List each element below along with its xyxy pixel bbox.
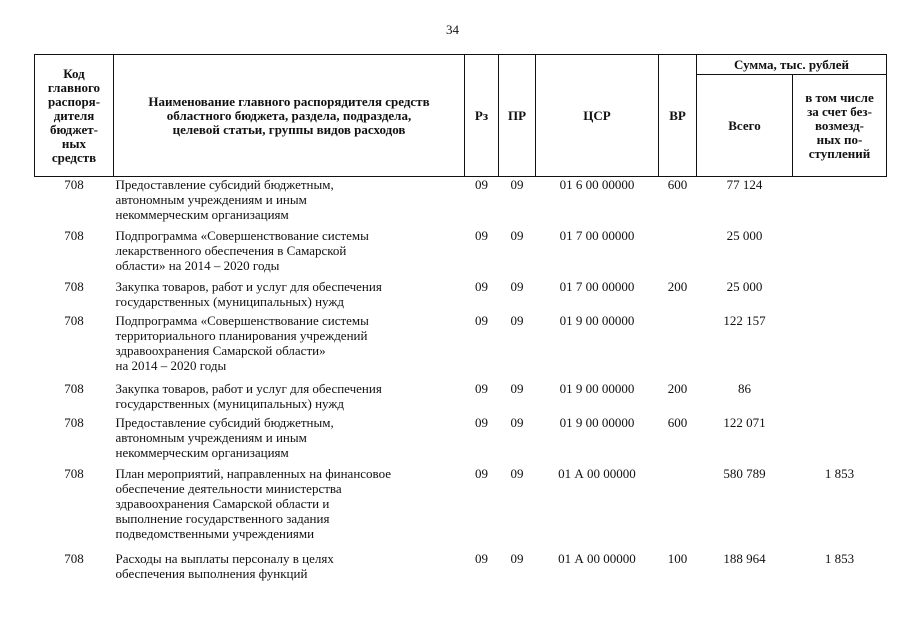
header-grant: в том числе за счет без- возмезд- ных по- ступлений — [793, 75, 887, 177]
row-rz: 09 — [475, 465, 488, 481]
row-total: 77 124 — [726, 177, 763, 192]
row-name: Подпрограмма «Совершенствование системы территориального планирования учреждений здравоохранения Самарской области» на 2014 – 2020 годы — [115, 312, 369, 373]
row-pr: 09 — [510, 550, 524, 566]
table-row — [35, 381, 887, 415]
row-rz: 09 — [475, 177, 488, 192]
row-csr: 01 7 00 00000 — [559, 227, 635, 243]
row-csr: 01 9 00 00000 — [559, 312, 635, 328]
header-sum-group: Сумма, тыс. рублей — [697, 55, 887, 75]
row-vr: 600 — [667, 414, 688, 430]
row-csr: 01 9 00 00000 — [559, 380, 635, 396]
budget-table — [34, 54, 887, 585]
row-csr: 01 А 00 00000 — [558, 465, 636, 481]
row-pr: 09 — [510, 465, 524, 481]
table-row — [35, 177, 887, 228]
header-total: Всего — [697, 75, 793, 177]
row-rz: 09 — [475, 278, 488, 294]
row-total: 86 — [738, 380, 751, 396]
row-total: 188 964 — [723, 550, 766, 566]
row-name: План мероприятий, направленных на финансовое обеспечение деятельности министерства здравоохранения Самарской области и выполнение государственного задания подведомственными учреждениями — [115, 465, 392, 541]
row-name: Подпрограмма «Совершенствование системы лекарственного обеспечения в Самарской области» на 2014 – 2020 годы — [115, 227, 369, 273]
row-vr: 200 — [667, 380, 688, 396]
table-row — [35, 228, 887, 279]
row-total: 580 789 — [723, 465, 766, 481]
header-name: Наименование главного распорядителя средств областного бюджета, раздела, подраздела, целевой статьи, группы видов расходов — [114, 55, 465, 177]
row-grant — [793, 279, 887, 313]
row-pr: 09 — [510, 312, 524, 328]
header-code: Код главного распоря- дителя бюджет- ных средств — [35, 55, 114, 177]
row-pr: 09 — [510, 227, 524, 243]
row-vr: 100 — [667, 550, 688, 566]
row-vr: 600 — [667, 177, 688, 192]
row-grant — [793, 177, 887, 228]
table-header — [35, 55, 887, 177]
row-csr: 01 7 00 00000 — [559, 278, 635, 294]
table-row — [35, 313, 887, 381]
row-code: 708 — [64, 465, 84, 481]
row-vr — [659, 466, 697, 551]
row-rz: 09 — [475, 550, 488, 566]
row-name: Закупка товаров, работ и услуг для обеспечения государственных (муниципальных) нужд — [115, 278, 382, 309]
header-vr: ВР — [659, 55, 697, 177]
row-code: 708 — [64, 380, 84, 396]
row-rz: 09 — [475, 227, 488, 243]
row-code: 708 — [64, 227, 84, 243]
row-total: 25 000 — [726, 278, 763, 294]
header-csr: ЦСР — [536, 55, 659, 177]
row-rz: 09 — [475, 414, 488, 430]
row-code: 708 — [64, 177, 84, 192]
row-vr — [659, 228, 697, 279]
row-code: 708 — [64, 312, 84, 328]
page-number: 34 — [446, 22, 459, 37]
row-pr: 09 — [510, 380, 524, 396]
row-code: 708 — [64, 278, 84, 294]
row-csr: 01 9 00 00000 — [559, 414, 635, 430]
row-total: 25 000 — [726, 227, 763, 243]
table-row — [35, 415, 887, 466]
row-total: 122 157 — [723, 312, 766, 328]
table-row — [35, 279, 887, 313]
row-vr — [659, 313, 697, 381]
row-name: Расходы на выплаты персоналу в целях обеспечения выполнения функций — [115, 550, 334, 581]
row-grant — [793, 415, 887, 466]
row-name: Закупка товаров, работ и услуг для обеспечения государственных (муниципальных) нужд — [115, 380, 382, 411]
row-grant — [793, 381, 887, 415]
table-body — [35, 177, 887, 585]
row-rz: 09 — [475, 380, 488, 396]
row-code: 708 — [64, 550, 84, 566]
row-name: Предоставление субсидий бюджетным, автономным учреждениям и иным некоммерческим организациям — [115, 177, 334, 222]
row-grant: 1 853 — [824, 550, 855, 566]
row-rz: 09 — [475, 312, 488, 328]
row-vr: 200 — [667, 278, 688, 294]
row-csr: 01 А 00 00000 — [558, 550, 636, 566]
row-grant — [793, 228, 887, 279]
row-pr: 09 — [510, 414, 524, 430]
row-pr: 09 — [510, 278, 524, 294]
table-row — [35, 466, 887, 551]
row-csr: 01 6 00 00000 — [559, 177, 635, 192]
row-grant: 1 853 — [824, 465, 855, 481]
row-pr: 09 — [510, 177, 524, 192]
header-rz: Рз — [465, 55, 499, 177]
row-grant — [793, 313, 887, 381]
header-pr: ПР — [499, 55, 536, 177]
row-name: Предоставление субсидий бюджетным, автономным учреждениям и иным некоммерческим организациям — [115, 414, 334, 460]
row-total: 122 071 — [723, 414, 766, 430]
table-row — [35, 551, 887, 585]
row-code: 708 — [64, 414, 84, 430]
